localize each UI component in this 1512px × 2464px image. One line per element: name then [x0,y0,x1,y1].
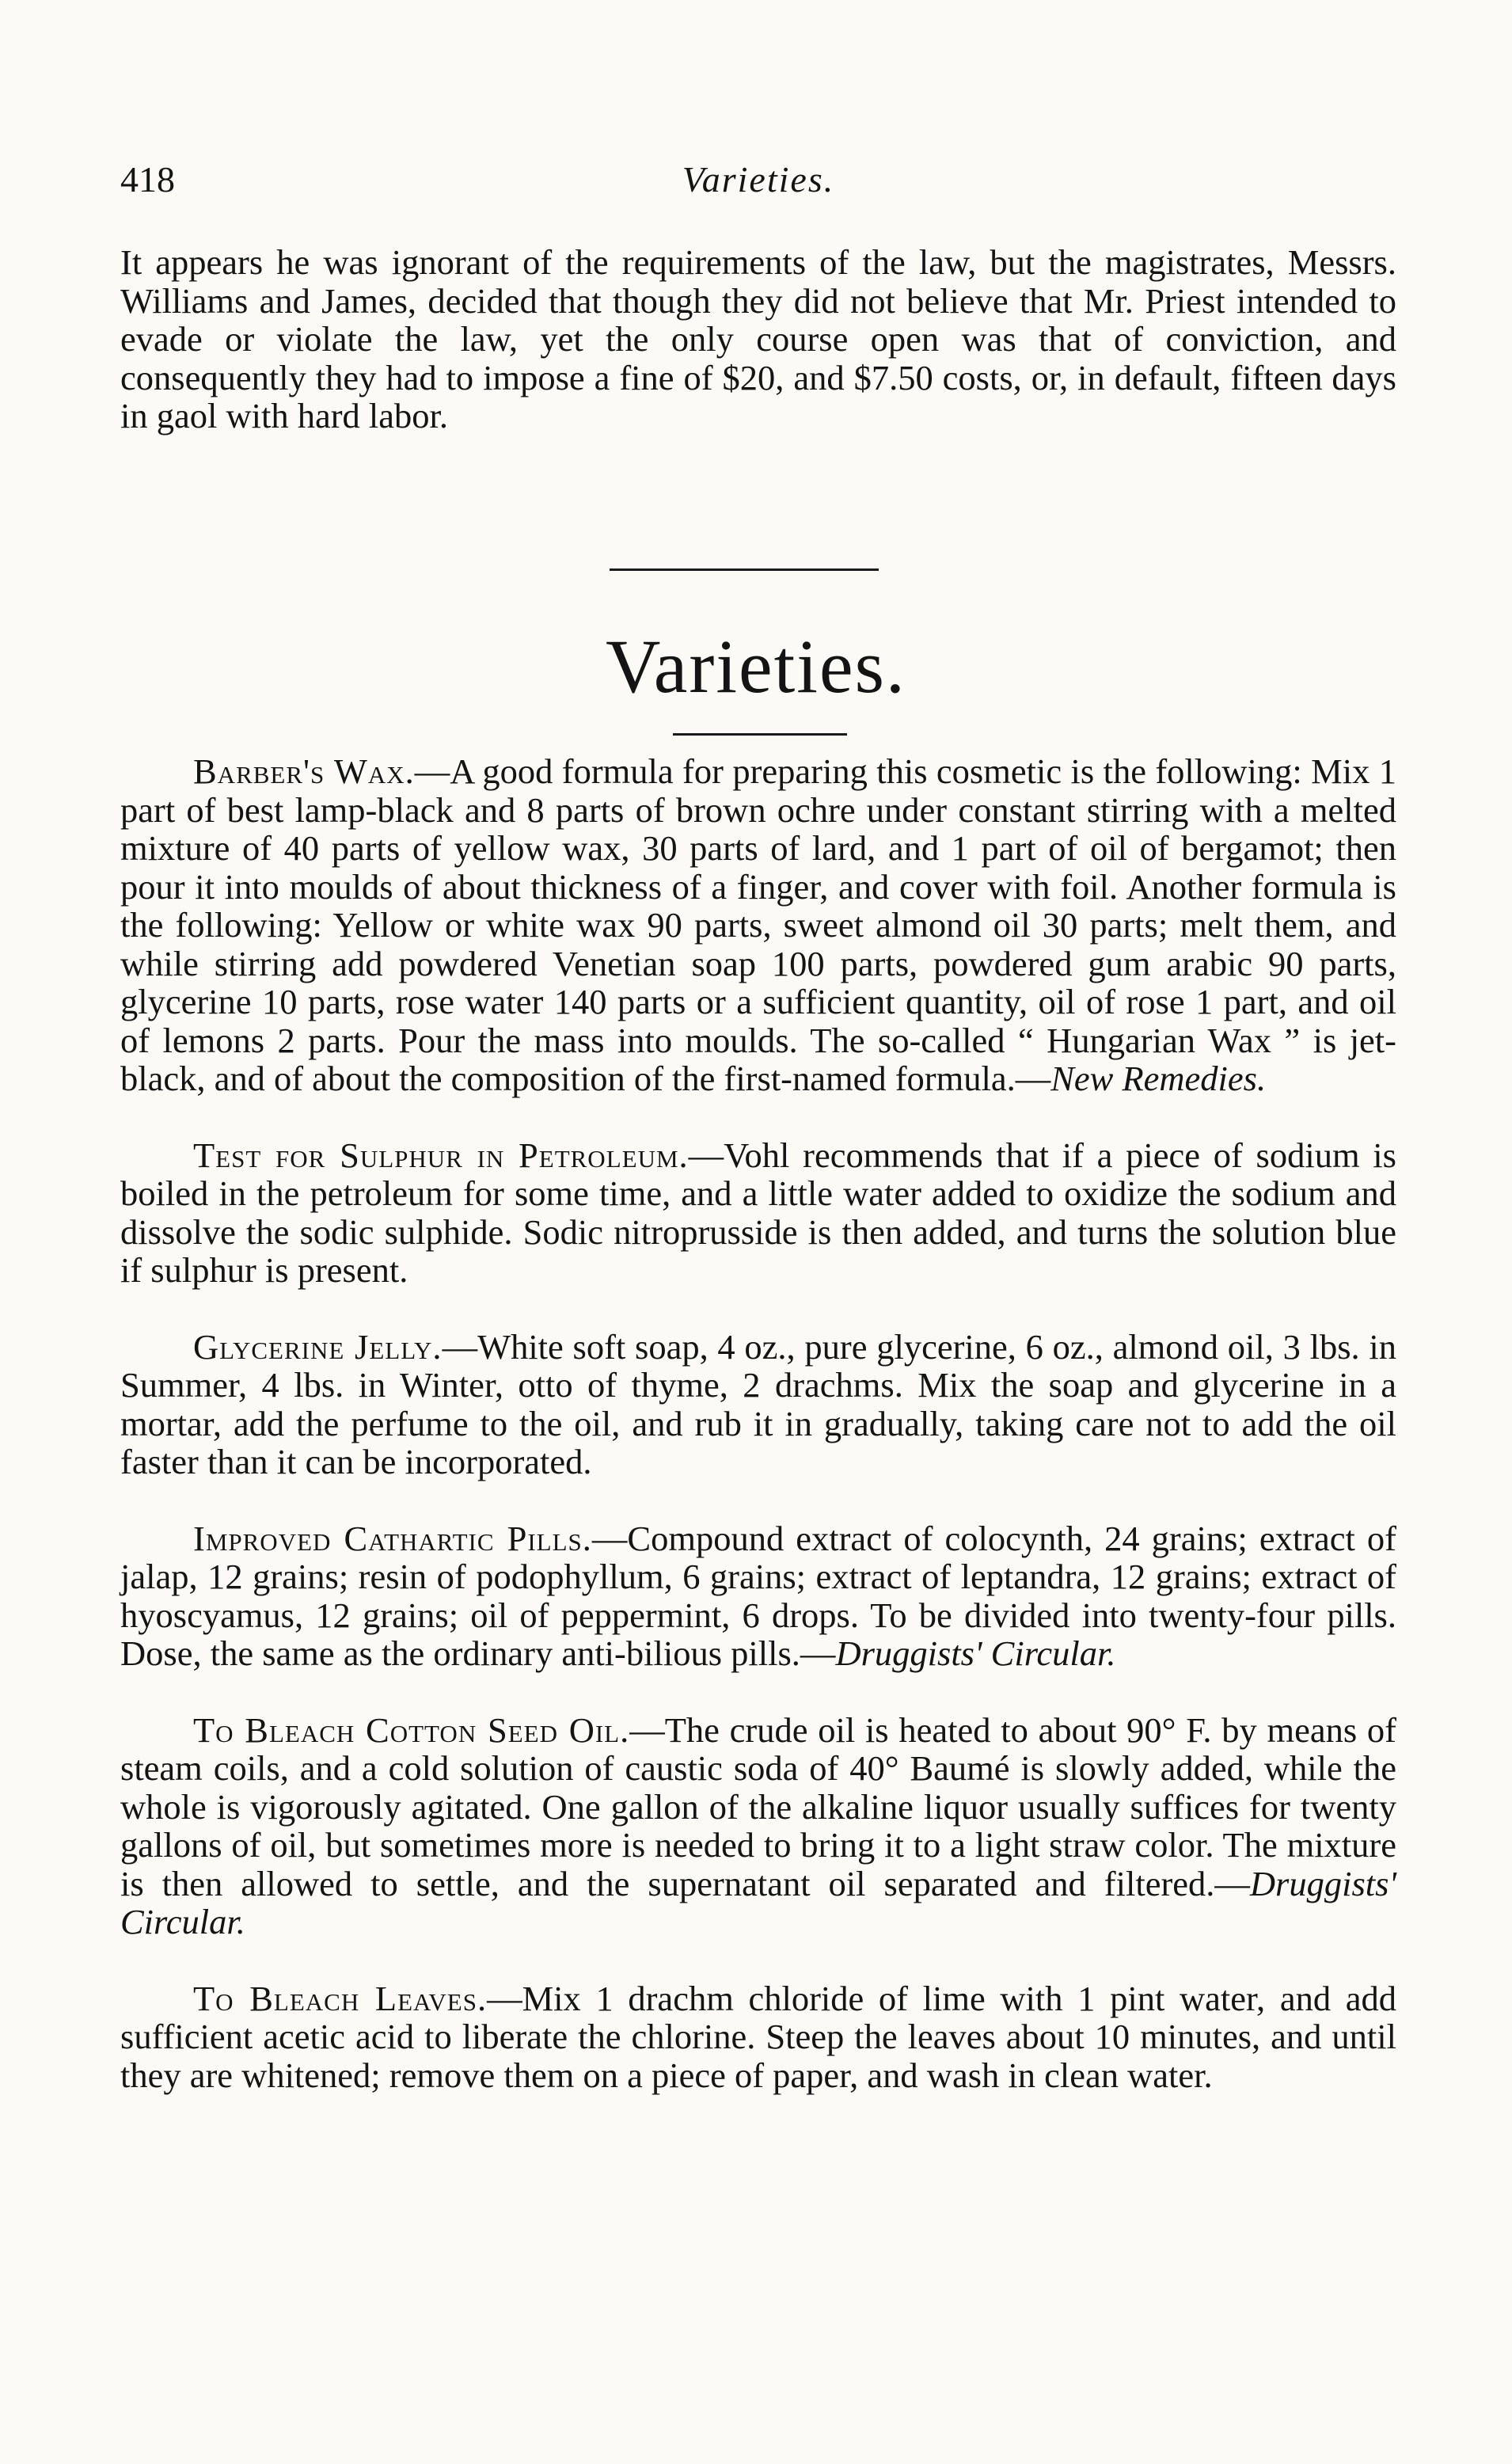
article-paragraph [120,1519,1396,1673]
article-text: —The crude oil is heated to about 90° F. by means of steam coils, and a cold solution of caustic soda of 40° Baumé is slowly added, while the whole is vigorously agitated. One gallon of the alkaline liquor usually suffices for twenty gallons of oil, but sometimes more is needed to bring it to a light straw color. The mixture is then allowed to settle, and the supernatant oil separated and filtered.— [120,1709,1396,1903]
section-title: Varieties. [606,624,906,709]
article-item [120,1136,1396,1290]
article-title: To Bleach Leaves. [193,1978,488,2018]
article-paragraph [120,1979,1396,2095]
article-title: Improved Cathartic Pills. [193,1518,592,1558]
article-text: —Vohl recommends that if a piece of sodium is boiled in the petroleum for some time, and a little water added to oxidize the sodium and dissolve the sodic sulphide. Sodic nitroprusside is then added, and turns the solution blue if sulphur is present. [120,1135,1396,1290]
article-title: Glycerine Jelly. [193,1326,443,1367]
article-list [120,752,1396,2132]
page-header [120,152,1396,207]
article-paragraph [120,1711,1396,1941]
page-number: 418 [120,159,175,200]
article-text: —A good formula for preparing this cosmetic is the following: Mix 1 part of best lamp-black and 8 parts of brown ochre under constant stirring with a melted mixture of 40 parts of yellow wax, 30 parts of lard, and 1 part of oil of bergamot; then pour it into moulds of about thickness of a finger, and cover with foil. Another formula is the following: Yellow or white wax 90 parts, sweet almond oil 30 parts; melt them, and while stirring add powdered Venetian soap 100 parts, powdered gum arabic 90 parts, glycerine 10 parts, rose water 140 parts or a sufficient quantity, oil of rose 1 part, and oil of lemons 2 parts. Pour the mass into moulds. The so-called “ Hungarian Wax ” is jet-black, and of about the composition of the first-named formula.— [120,751,1396,1098]
article-paragraph [120,1328,1396,1481]
article-text: —Compound extract of colocynth, 24 grains; extract of jalap, 12 grains; resin of podophyllum, 6 grains; extract of leptandra, 12 grains; extract of hyoscyamus, 12 grains; oil of peppermint, 6 drops. To be divided into twenty-four pills. Dose, the same as the ordinary anti-bilious pills.— [120,1518,1396,1673]
article-text: —Mix 1 drachm chloride of lime with 1 pint water, and add sufficient acetic acid to liberate the chlorine. Steep the leaves about 10 minutes, and until they are whitened; remove them on a piece of paper, and wash in clean water. [120,1978,1396,2095]
article-text: —White soft soap, 4 oz., pure glycerine, 6 oz., almond oil, 3 lbs. in Summer, 4 lbs. in Winter, otto of thyme, 2 drachms. Mix the soap and glycerine in a mortar, add the perfume to the oil, and rub it in gradually, taking care not to add the oil faster than it can be incorporated. [120,1326,1397,1481]
article-title: To Bleach Cotton Seed Oil. [193,1709,630,1750]
section-divider-top [610,568,879,571]
section-divider-bottom [673,733,847,736]
article-source: Druggists' Circular. [835,1633,1116,1673]
article-title: Barber's Wax. [193,751,415,791]
article-paragraph [120,1136,1396,1290]
running-title: Varieties. [682,159,835,200]
article-item [120,1519,1396,1673]
article-source: New Remedies. [1050,1059,1267,1098]
article-source: Druggists' Circular. [120,1863,1396,1941]
intro-paragraph: It appears he was ignorant of the requirements of the law, but the magistrates, Messrs. Williams and James, decided that though they did not believe that Mr. Priest intended to evade or violate the law, yet the only course open was that of conviction, and consequently they had to impose a fine of $20, and $7.50 costs, or, in default, fifteen days in gaol with hard labor. [120,242,1396,435]
article-paragraph [120,752,1396,1098]
article-item [120,1979,1396,2095]
article-item [120,1328,1396,1481]
article-title: Test for Sulphur in Petroleum. [193,1135,689,1175]
article-item [120,752,1396,1098]
article-item [120,1711,1396,1941]
